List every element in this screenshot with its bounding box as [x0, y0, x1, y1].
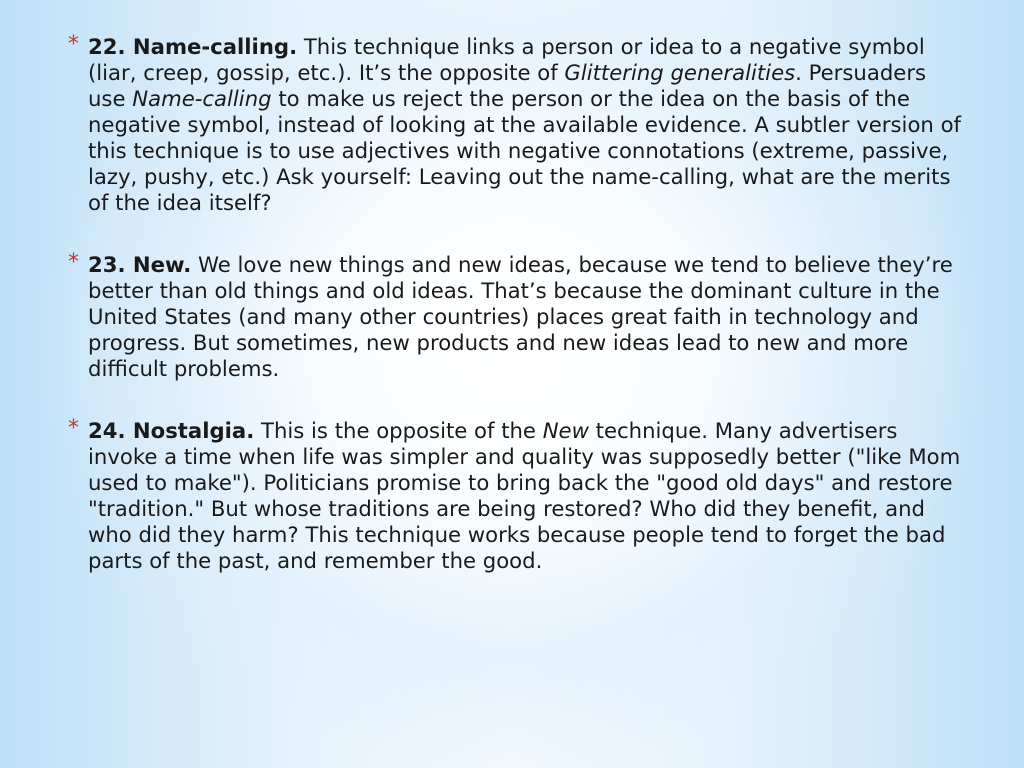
body-text: We love new things and new ideas, because we tend to believe they’re better than old things and old ideas. That’s because the dominant culture in the United States (and many other countries) places great faith in technology and progress. But sometimes, new products and new ideas lead to new and more difficult problems.: [88, 252, 953, 381]
bullet-item-name-calling: [68, 34, 968, 216]
body-text: This technique links a person or idea to a negative symbol (liar, creep, gossip, etc.). It’s the opposite of: [88, 34, 925, 85]
term-heading: 22. Name-calling.: [88, 34, 298, 59]
body-text: This is the opposite of the: [254, 418, 543, 443]
emphasis-text: New: [542, 418, 589, 443]
asterisk-bullet-icon: *: [68, 416, 79, 441]
bullet-list: [68, 34, 968, 574]
emphasis-text: Glittering generalities: [564, 60, 796, 85]
body-text: technique. Many advertisers invoke a time when life was simpler and quality was supposedly better ("like Mom used to make"). Politicians promise to bring back the "good old days" and restore "tradition." But whose traditions are being restored? Who did they benefit, and who did they harm? This technique works because people tend to forget the bad parts of the past, and remember the good.: [88, 418, 961, 573]
asterisk-bullet-icon: *: [68, 32, 79, 57]
bullet-item-nostalgia: [68, 418, 968, 574]
term-heading: 23. New.: [88, 252, 192, 277]
body-text: to make us reject the person or the idea on the basis of the negative symbol, instead of looking at the available evidence. A subtler version of this technique is to use adjectives with negative connotations (extreme, passive, lazy, pushy, etc.) Ask yourself: Leaving out the name-calling, what are the merits of the idea itself?: [88, 86, 961, 215]
body-text: . Persuaders use: [88, 60, 927, 111]
term-heading: 24. Nostalgia.: [88, 418, 255, 443]
emphasis-text: Name-calling: [132, 86, 272, 111]
bullet-item-new: [68, 252, 968, 382]
asterisk-bullet-icon: *: [68, 250, 79, 275]
